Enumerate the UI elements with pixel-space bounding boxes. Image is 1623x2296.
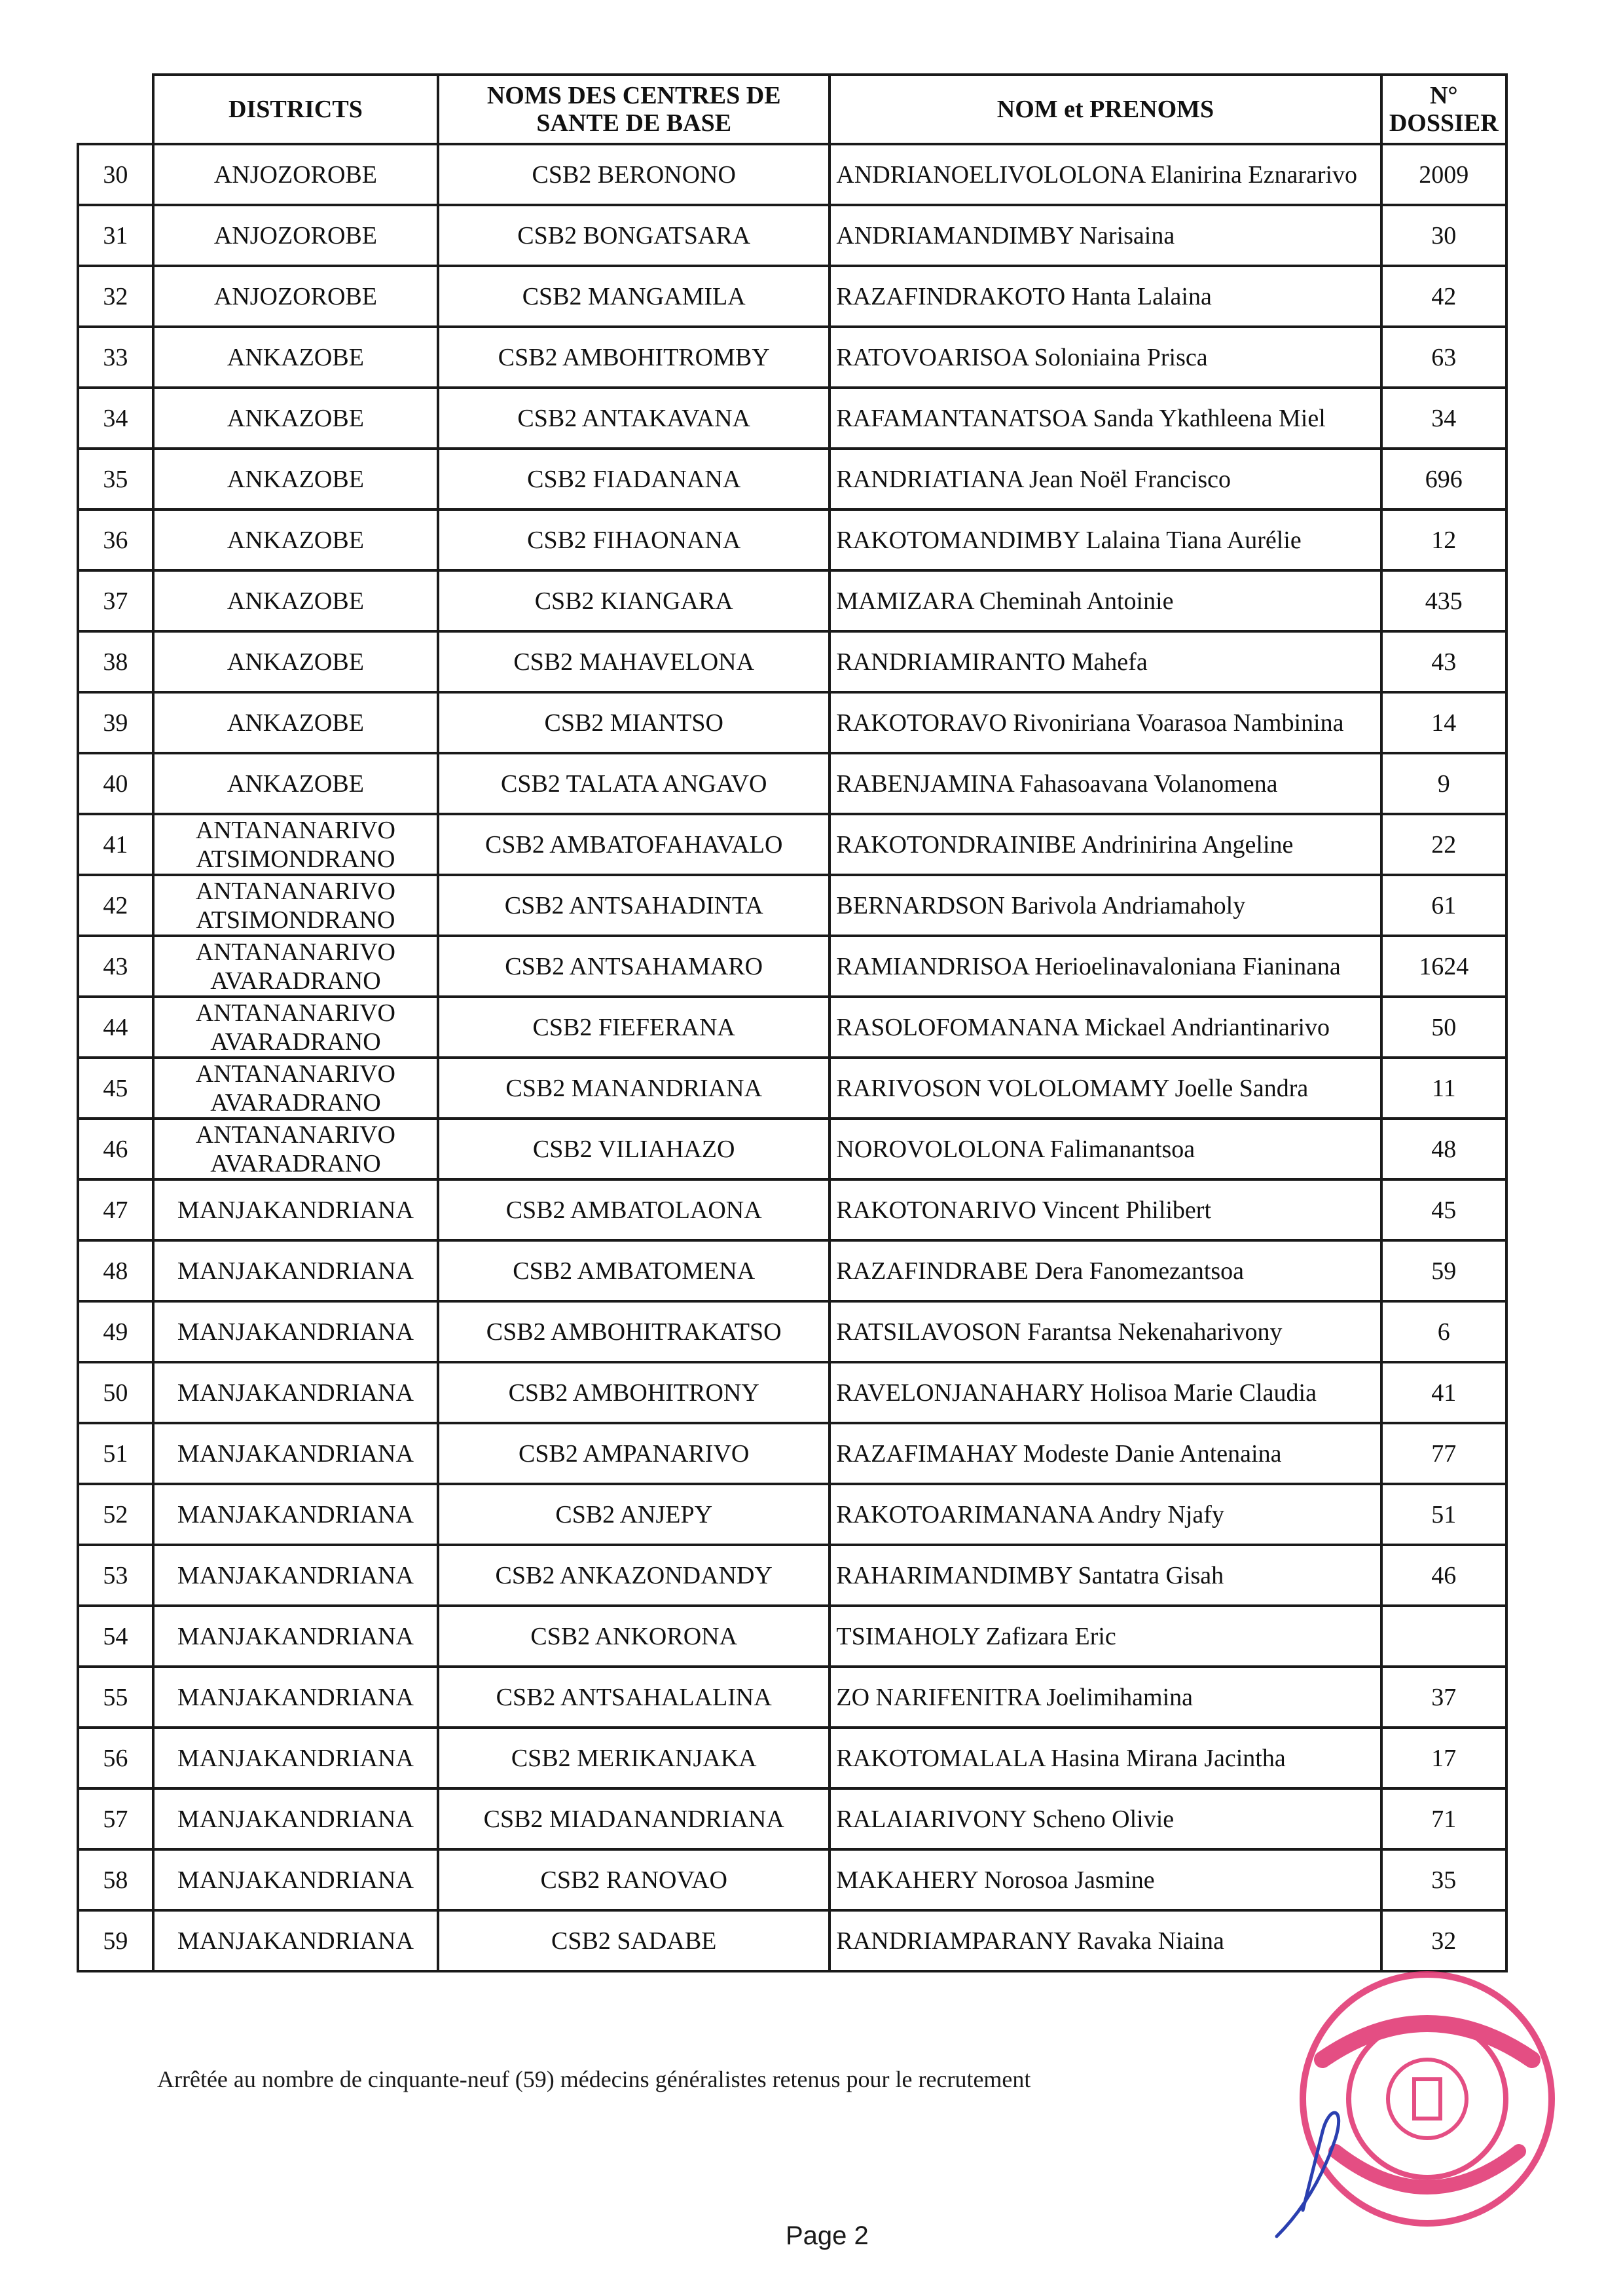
row-number-cell: 41 [78, 814, 153, 875]
dossier-cell: 34 [1381, 388, 1506, 449]
district-cell: ANKAZOBE [153, 692, 438, 753]
dossier-cell: 1624 [1381, 936, 1506, 997]
header-dossier: N° DOSSIER [1381, 75, 1506, 144]
centre-cell: CSB2 KIANGARA [438, 570, 830, 631]
centre-cell: CSB2 ANTAKAVANA [438, 388, 830, 449]
recruitment-table [77, 73, 1508, 1972]
district-cell: ANJOZOROBE [153, 144, 438, 205]
name-cell: RAKOTOMANDIMBY Lalaina Tiana Aurélie [830, 509, 1381, 570]
table-row [78, 570, 1506, 631]
centre-cell: CSB2 FIHAONANA [438, 509, 830, 570]
name-cell: RAKOTOARIMANANA Andry Njafy [830, 1484, 1381, 1545]
district-cell: MANJAKANDRIANA [153, 1301, 438, 1362]
district-cell: ANKAZOBE [153, 753, 438, 814]
centre-cell: CSB2 ANTSAHADINTA [438, 875, 830, 936]
centre-cell: CSB2 AMBATOLAONA [438, 1179, 830, 1240]
dossier-cell: 9 [1381, 753, 1506, 814]
official-stamp [1264, 1961, 1578, 2250]
dossier-cell [1381, 1606, 1506, 1667]
table-row [78, 1788, 1506, 1849]
name-cell: RATSILAVOSON Farantsa Nekenaharivony [830, 1301, 1381, 1362]
centre-cell: CSB2 MANGAMILA [438, 266, 830, 327]
name-cell: RAZAFINDRAKOTO Hanta Lalaina [830, 266, 1381, 327]
table-row [78, 1301, 1506, 1362]
row-number-cell: 40 [78, 753, 153, 814]
table-row [78, 814, 1506, 875]
name-cell: BERNARDSON Barivola Andriamaholy [830, 875, 1381, 936]
row-number-cell: 31 [78, 205, 153, 266]
name-cell: ANDRIANOELIVOLOLONA Elanirina Eznararivo [830, 144, 1381, 205]
centre-cell: CSB2 MIANTSO [438, 692, 830, 753]
dossier-cell: 61 [1381, 875, 1506, 936]
centre-cell: CSB2 AMBOHITRAKATSO [438, 1301, 830, 1362]
table-row [78, 1119, 1506, 1179]
centre-cell: CSB2 AMBATOMENA [438, 1240, 830, 1301]
dossier-cell: 14 [1381, 692, 1506, 753]
table-row [78, 875, 1506, 936]
name-cell: RAZAFIMAHAY Modeste Danie Antenaina [830, 1423, 1381, 1484]
centre-cell: CSB2 ANJEPY [438, 1484, 830, 1545]
dossier-cell: 35 [1381, 1849, 1506, 1910]
centre-cell: CSB2 BERONONO [438, 144, 830, 205]
name-cell: NOROVOLOLONA Falimanantsoa [830, 1119, 1381, 1179]
centre-cell: CSB2 RANOVAO [438, 1849, 830, 1910]
table-row [78, 753, 1506, 814]
dossier-cell: 696 [1381, 449, 1506, 509]
centre-cell: CSB2 VILIAHAZO [438, 1119, 830, 1179]
row-number-cell: 53 [78, 1545, 153, 1606]
dossier-cell: 71 [1381, 1788, 1506, 1849]
row-number-cell: 44 [78, 997, 153, 1058]
row-number-cell: 39 [78, 692, 153, 753]
row-number-cell: 58 [78, 1849, 153, 1910]
district-cell: ANKAZOBE [153, 631, 438, 692]
table-row [78, 144, 1506, 205]
centre-cell: CSB2 ANKORONA [438, 1606, 830, 1667]
district-cell: ANKAZOBE [153, 570, 438, 631]
row-number-cell: 54 [78, 1606, 153, 1667]
district-cell: MANJAKANDRIANA [153, 1849, 438, 1910]
centre-cell: CSB2 FIADANANA [438, 449, 830, 509]
dossier-cell: 77 [1381, 1423, 1506, 1484]
district-cell: ANTANANARIVO AVARADRANO [153, 1119, 438, 1179]
district-cell: ANJOZOROBE [153, 205, 438, 266]
name-cell: RAKOTONARIVO Vincent Philibert [830, 1179, 1381, 1240]
district-cell: MANJAKANDRIANA [153, 1788, 438, 1849]
row-number-cell: 57 [78, 1788, 153, 1849]
dossier-cell: 32 [1381, 1910, 1506, 1971]
centre-cell: CSB2 ANTSAHALALINA [438, 1667, 830, 1728]
dossier-cell: 48 [1381, 1119, 1506, 1179]
name-cell: RARIVOSON VOLOLOMAMY Joelle Sandra [830, 1058, 1381, 1119]
name-cell: RALAIARIVONY Scheno Olivie [830, 1788, 1381, 1849]
table-row [78, 1423, 1506, 1484]
table-body [78, 144, 1506, 1971]
centre-cell: CSB2 AMBOHITRONY [438, 1362, 830, 1423]
name-cell: RASOLOFOMANANA Mickael Andriantinarivo [830, 997, 1381, 1058]
row-number-cell: 52 [78, 1484, 153, 1545]
name-cell: RAVELONJANAHARY Holisoa Marie Claudia [830, 1362, 1381, 1423]
name-cell: MAMIZARA Cheminah Antoinie [830, 570, 1381, 631]
dossier-cell: 42 [1381, 266, 1506, 327]
dossier-cell: 22 [1381, 814, 1506, 875]
header-blank-cell [78, 75, 153, 144]
dossier-cell: 45 [1381, 1179, 1506, 1240]
row-number-cell: 30 [78, 144, 153, 205]
dossier-cell: 2009 [1381, 144, 1506, 205]
centre-cell: CSB2 SADABE [438, 1910, 830, 1971]
row-number-cell: 49 [78, 1301, 153, 1362]
dossier-cell: 6 [1381, 1301, 1506, 1362]
table-row [78, 449, 1506, 509]
table-row [78, 205, 1506, 266]
table-row [78, 509, 1506, 570]
row-number-cell: 35 [78, 449, 153, 509]
row-number-cell: 50 [78, 1362, 153, 1423]
district-cell: MANJAKANDRIANA [153, 1545, 438, 1606]
district-cell: ANKAZOBE [153, 509, 438, 570]
name-cell: RAHARIMANDIMBY Santatra Gisah [830, 1545, 1381, 1606]
row-number-cell: 32 [78, 266, 153, 327]
table-row [78, 631, 1506, 692]
row-number-cell: 42 [78, 875, 153, 936]
dossier-cell: 63 [1381, 327, 1506, 388]
table-row [78, 1240, 1506, 1301]
stamp-seal [1303, 1974, 1552, 2223]
row-number-cell: 43 [78, 936, 153, 997]
table-row [78, 1484, 1506, 1545]
dossier-cell: 41 [1381, 1362, 1506, 1423]
dossier-cell: 46 [1381, 1545, 1506, 1606]
row-number-cell: 45 [78, 1058, 153, 1119]
table-row [78, 1058, 1506, 1119]
table-row [78, 266, 1506, 327]
district-cell: ANTANANARIVO AVARADRANO [153, 936, 438, 997]
name-cell: MAKAHERY Norosoa Jasmine [830, 1849, 1381, 1910]
district-cell: MANJAKANDRIANA [153, 1728, 438, 1788]
centre-cell: CSB2 MAHAVELONA [438, 631, 830, 692]
row-number-cell: 48 [78, 1240, 153, 1301]
district-cell: ANTANANARIVO ATSIMONDRANO [153, 875, 438, 936]
dossier-cell: 17 [1381, 1728, 1506, 1788]
name-cell: RAKOTORAVO Rivoniriana Voarasoa Nambinina [830, 692, 1381, 753]
table-row [78, 1545, 1506, 1606]
name-cell: RAMIANDRISOA Herioelinavaloniana Fianinana [830, 936, 1381, 997]
name-cell: RANDRIAMIRANTO Mahefa [830, 631, 1381, 692]
name-cell: RANDRIATIANA Jean Noël Francisco [830, 449, 1381, 509]
header-centre: NOMS DES CENTRES DE SANTE DE BASE [438, 75, 830, 144]
table-row [78, 1849, 1506, 1910]
dossier-cell: 59 [1381, 1240, 1506, 1301]
dossier-cell: 30 [1381, 205, 1506, 266]
dossier-cell: 435 [1381, 570, 1506, 631]
table-row [78, 692, 1506, 753]
centre-cell: CSB2 AMBOHITROMBY [438, 327, 830, 388]
table-row [78, 1728, 1506, 1788]
centre-cell: CSB2 AMBATOFAHAVALO [438, 814, 830, 875]
centre-cell: CSB2 ANKAZONDANDY [438, 1545, 830, 1606]
district-cell: MANJAKANDRIANA [153, 1423, 438, 1484]
table-row [78, 1179, 1506, 1240]
centre-cell: CSB2 FIEFERANA [438, 997, 830, 1058]
district-cell: ANJOZOROBE [153, 266, 438, 327]
page-number: Page 2 [786, 2221, 869, 2250]
row-number-cell: 36 [78, 509, 153, 570]
closing-statement: Arrêtée au nombre de cinquante-neuf (59) médecins généralistes retenus pour le recrutement [157, 2066, 1031, 2092]
district-cell: ANKAZOBE [153, 388, 438, 449]
header-district: DISTRICTS [153, 75, 438, 144]
row-number-cell: 34 [78, 388, 153, 449]
dossier-cell: 50 [1381, 997, 1506, 1058]
row-number-cell: 37 [78, 570, 153, 631]
row-number-cell: 38 [78, 631, 153, 692]
centre-cell: CSB2 MIADANANDRIANA [438, 1788, 830, 1849]
row-number-cell: 59 [78, 1910, 153, 1971]
dossier-cell: 43 [1381, 631, 1506, 692]
dossier-cell: 51 [1381, 1484, 1506, 1545]
row-number-cell: 46 [78, 1119, 153, 1179]
name-cell: TSIMAHOLY Zafizara Eric [830, 1606, 1381, 1667]
header-name: NOM et PRENOMS [830, 75, 1381, 144]
name-cell: RAFAMANTANATSOA Sanda Ykathleena Miel [830, 388, 1381, 449]
name-cell: RAKOTONDRAINIBE Andrinirina Angeline [830, 814, 1381, 875]
table-row [78, 388, 1506, 449]
table-header-row [78, 75, 1506, 144]
row-number-cell: 55 [78, 1667, 153, 1728]
district-cell: ANKAZOBE [153, 449, 438, 509]
name-cell: ANDRIAMANDIMBY Narisaina [830, 205, 1381, 266]
centre-cell: CSB2 TALATA ANGAVO [438, 753, 830, 814]
row-number-cell: 56 [78, 1728, 153, 1788]
name-cell: RAZAFINDRABE Dera Fanomezantsoa [830, 1240, 1381, 1301]
district-cell: ANTANANARIVO AVARADRANO [153, 1058, 438, 1119]
name-cell: RABENJAMINA Fahasoavana Volanomena [830, 753, 1381, 814]
dossier-cell: 37 [1381, 1667, 1506, 1728]
table-row [78, 1606, 1506, 1667]
centre-cell: CSB2 BONGATSARA [438, 205, 830, 266]
table-row [78, 936, 1506, 997]
name-cell: ZO NARIFENITRA Joelimihamina [830, 1667, 1381, 1728]
centre-cell: CSB2 MERIKANJAKA [438, 1728, 830, 1788]
district-cell: ANTANANARIVO AVARADRANO [153, 997, 438, 1058]
district-cell: MANJAKANDRIANA [153, 1484, 438, 1545]
district-cell: MANJAKANDRIANA [153, 1910, 438, 1971]
name-cell: RAKOTOMALALA Hasina Mirana Jacintha [830, 1728, 1381, 1788]
table-row [78, 1362, 1506, 1423]
name-cell: RANDRIAMPARANY Ravaka Niaina [830, 1910, 1381, 1971]
name-cell: RATOVOARISOA Soloniaina Prisca [830, 327, 1381, 388]
row-number-cell: 47 [78, 1179, 153, 1240]
centre-cell: CSB2 AMPANARIVO [438, 1423, 830, 1484]
district-cell: MANJAKANDRIANA [153, 1179, 438, 1240]
row-number-cell: 51 [78, 1423, 153, 1484]
row-number-cell: 33 [78, 327, 153, 388]
district-cell: MANJAKANDRIANA [153, 1667, 438, 1728]
dossier-cell: 11 [1381, 1058, 1506, 1119]
district-cell: ANKAZOBE [153, 327, 438, 388]
district-cell: MANJAKANDRIANA [153, 1606, 438, 1667]
table-row [78, 997, 1506, 1058]
district-cell: MANJAKANDRIANA [153, 1362, 438, 1423]
dossier-cell: 12 [1381, 509, 1506, 570]
table-row [78, 1667, 1506, 1728]
centre-cell: CSB2 MANANDRIANA [438, 1058, 830, 1119]
district-cell: ANTANANARIVO ATSIMONDRANO [153, 814, 438, 875]
district-cell: MANJAKANDRIANA [153, 1240, 438, 1301]
centre-cell: CSB2 ANTSAHAMARO [438, 936, 830, 997]
table-row [78, 327, 1506, 388]
